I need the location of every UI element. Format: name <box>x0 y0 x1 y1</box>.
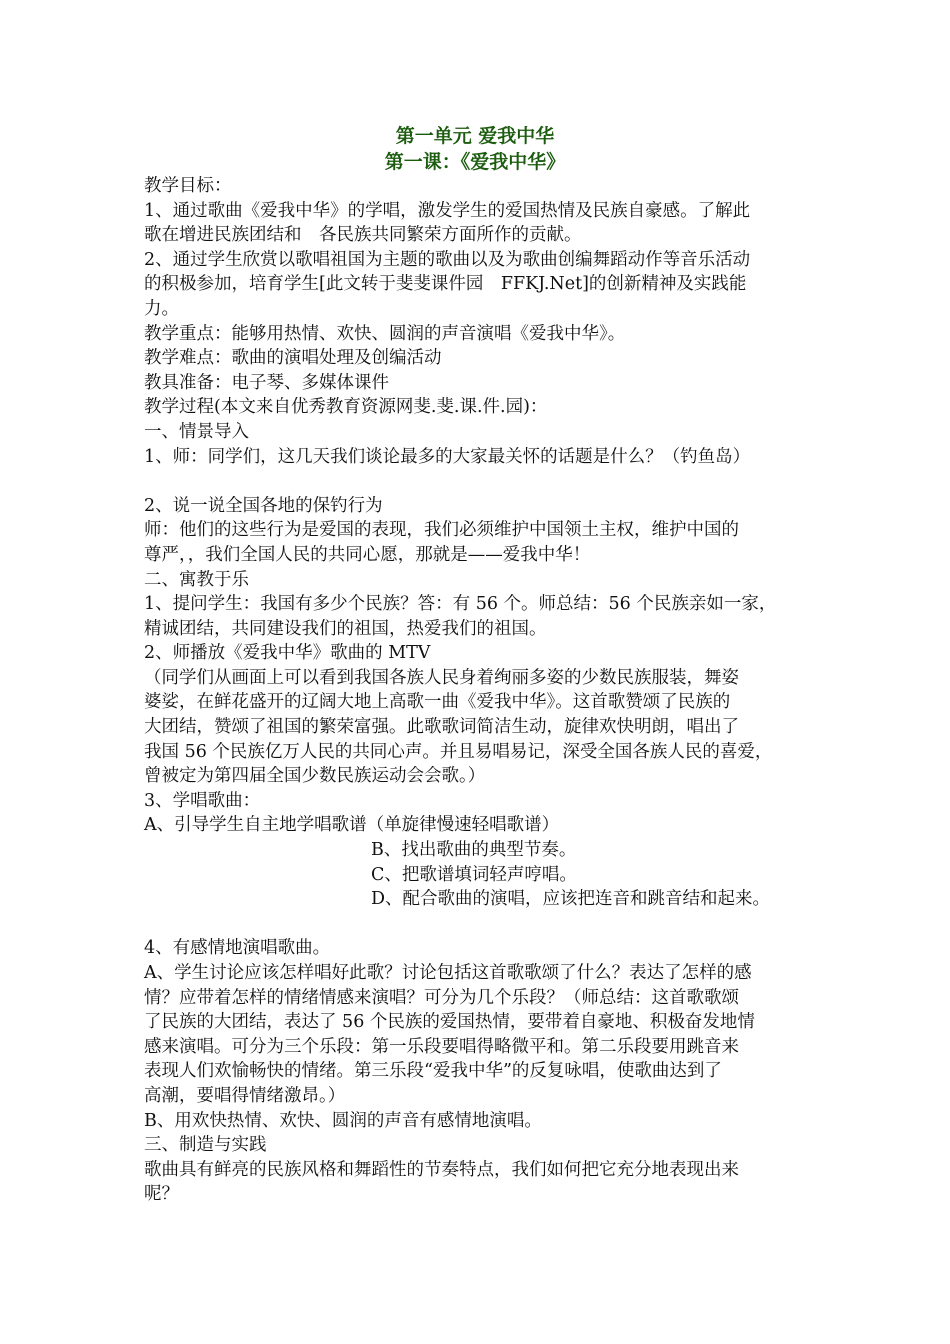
section-heading: 一、情景导入 <box>144 421 249 442</box>
text-line: B、找出歌曲的典型节奏。 <box>371 840 577 861</box>
text-line: 2、说一说全国各地的保钓行为 <box>144 495 383 516</box>
text-line: 了民族的大团结，表达了 56 个民族的爱国热情，要带着自豪地、积极奋发地情 <box>144 1012 755 1033</box>
text-line: B、用欢快热情、欢快、圆润的声音有感情地演唱。 <box>144 1110 542 1131</box>
text-line: 婆娑，在鲜花盛开的辽阔大地上高歌一曲《爱我中华》。这首歌赞颂了民族的 <box>144 692 731 713</box>
lesson-title: 第一课：《爱我中华》 <box>384 151 566 173</box>
text-line: 4、有感情地演唱歌曲。 <box>144 938 331 959</box>
text-line: A、学生讨论应该怎样唱好此歌？讨论包括这首歌歌颂了什么？表达了怎样的感 <box>144 963 752 983</box>
text-line: 教具准备：电子琴、多媒体课件 <box>144 372 389 393</box>
text-line: 1、提问学生：我国有多少个民族？答：有 56 个。师总结：56 个民族亲如一家， <box>144 594 777 615</box>
text-line: （同学们从画面上可以看到我国各族人民身着绚丽多姿的少数民族服装，舞姿 <box>144 667 739 688</box>
text-line: 高潮，要唱得情绪激昂。） <box>144 1085 346 1106</box>
section-heading: 二、寓教于乐 <box>144 569 249 590</box>
text-line: 情？应带着怎样的情绪情感来演唱？可分为几个乐段？（师总结：这首歌歌颂 <box>144 987 739 1008</box>
text-line: 教学过程(本文来自优秀教育资源网斐.斐.课.件.园)： <box>144 397 548 418</box>
text-line: 感来演唱。可分为三个乐段：第一乐段要唱得略微平和。第二乐段要用跳音来 <box>144 1036 739 1057</box>
text-line: 曾被定为第四届全国少数民族运动会会歌。） <box>144 766 486 787</box>
document-body <box>144 174 824 1207</box>
unit-title: 第一单元 爱我中华 <box>395 125 555 147</box>
text-line: 教学难点：歌曲的演唱处理及创编活动 <box>144 348 442 369</box>
text-line: 歌在增进民族团结和 各民族共同繁荣方面所作的贡献。 <box>144 225 582 246</box>
text-line: 的积极参加，培育学生[此文转于斐斐课件园 FFKJ.Net]的创新精神及实践能 <box>144 274 747 295</box>
text-line: 歌曲具有鲜亮的民族风格和舞蹈性的节奏特点，我们如何把它充分地表现出来 <box>144 1159 739 1180</box>
text-line: 呢？ <box>144 1184 179 1205</box>
text-line: 我国 56 个民族亿万人民的共同心声。并且易唱易记，深受全国各族人民的喜爱， <box>144 741 773 762</box>
text-line: 尊严，，我们全国人民的共同心愿，那就是——爱我中华！ <box>144 544 591 565</box>
section-heading: 三、制造与实践 <box>144 1135 267 1156</box>
text-line: D、配合歌曲的演唱，应该把连音和跳音结和起来。 <box>371 889 771 910</box>
text-line: 2、师播放《爱我中华》歌曲的 MTV <box>144 643 431 664</box>
text-line: 1、师：同学们，这几天我们谈论最多的大家最关怀的话题是什么？（钓鱼岛） <box>144 446 751 467</box>
text-line: A、引导学生自主地学唱歌谱（单旋律慢速轻唱歌谱） <box>144 815 560 836</box>
blank-line <box>144 469 824 494</box>
text-line: 1、通过歌曲《爱我中华》的学唱，激发学生的爱国热情及民族自豪感。了解此 <box>144 200 751 221</box>
text-line: C、把歌谱填词轻声哼唱。 <box>371 864 577 885</box>
text-line: 3、学唱歌曲： <box>144 790 261 811</box>
blank-line <box>144 912 824 937</box>
text-line: 教学重点：能够用热情、欢快、圆润的声音演唱《爱我中华》。 <box>144 323 626 344</box>
text-line: 2、通过学生欣赏以歌唱祖国为主题的歌曲以及为歌曲创编舞蹈动作等音乐活动 <box>144 249 751 270</box>
text-line: 力。 <box>144 298 179 319</box>
text-line: 大团结，赞颂了祖国的繁荣富强。此歌歌词简洁生动，旋律欢快明朗，唱出了 <box>144 717 739 738</box>
text-line: 表现人们欢愉畅快的情绪。第三乐段“爱我中华”的反复咏唱，使歌曲达到了 <box>144 1061 722 1082</box>
text-line: 师：他们的这些行为是爱国的表现，我们必须维护中国领土主权，维护中国的 <box>144 520 739 541</box>
text-line: 精诚团结，共同建设我们的祖国，热爱我们的祖国。 <box>144 618 547 639</box>
text-line: 教学目标： <box>144 176 232 196</box>
